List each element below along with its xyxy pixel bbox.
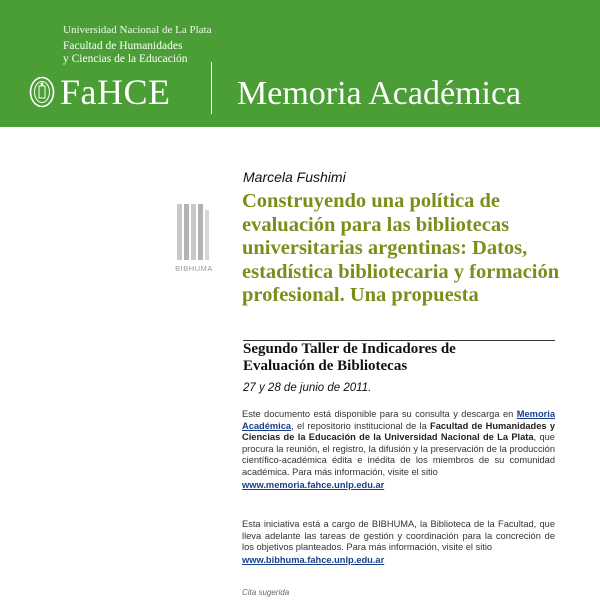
header-banner (0, 0, 600, 127)
author-name: Marcela Fushimi (243, 169, 346, 185)
availability-text-before: Este documento está disponible para su consulta y descarga en (242, 409, 514, 419)
availability-text-mid: , el repositorio institucional de la (291, 420, 427, 431)
repository-title: Memoria Académica (237, 75, 522, 112)
bibhuma-logo (169, 200, 219, 275)
faculty-name (63, 40, 188, 66)
event-title (243, 340, 555, 375)
bibhuma-url-link[interactable]: www.bibhuma.fahce.unlp.edu.ar (242, 554, 385, 565)
memoria-url-link[interactable]: www.memoria.fahce.unlp.edu.ar (242, 479, 385, 490)
university-name: Universidad Nacional de La Plata (63, 24, 212, 36)
university-seal-icon (29, 76, 55, 108)
bibhuma-label: BIBHUMA (175, 264, 213, 273)
initiative-paragraph (242, 519, 555, 566)
header-divider (211, 62, 212, 114)
faculty-line-1: Facultad de Humanidades (63, 40, 183, 52)
document-title: Construyendo una política de evaluación para las bibliotecas universitarias argentinas: Datos, estadística bibliotecaria y formación profesional. Una propuesta (242, 190, 560, 306)
initiative-text: Esta iniciativa está a cargo de BIBHUMA, la Biblioteca de la Facultad, que lleva adelante las tareas de gestión y coordinación para la concreción de los objetivos planteados. Para más información, visite el sitio (242, 519, 555, 553)
availability-paragraph (242, 409, 555, 491)
availability-text-after: , que procura la reunión, el registro, la difusión y la preservación de la producción científico-académica édita e inédita de los miembros de su comunidad académica. Para más información, visite el sitio (242, 432, 555, 477)
citation-label: Cita sugerida (242, 588, 290, 597)
fahce-brand: FaHCE (60, 72, 171, 112)
institution-name: Facultad de Humanidades y Ciencias de la Educación de la Universidad Nacional de La Plata (242, 420, 555, 443)
memoria-academica-link[interactable]: Memoria Académica (242, 409, 555, 431)
faculty-line-2: y Ciencias de la Educación (63, 53, 188, 65)
event-line-1: Segundo Taller de Indicadores de (243, 341, 456, 357)
event-date: 27 y 28 de junio de 2011. (243, 382, 372, 394)
event-line-2: Evaluación de Bibliotecas (243, 358, 408, 374)
